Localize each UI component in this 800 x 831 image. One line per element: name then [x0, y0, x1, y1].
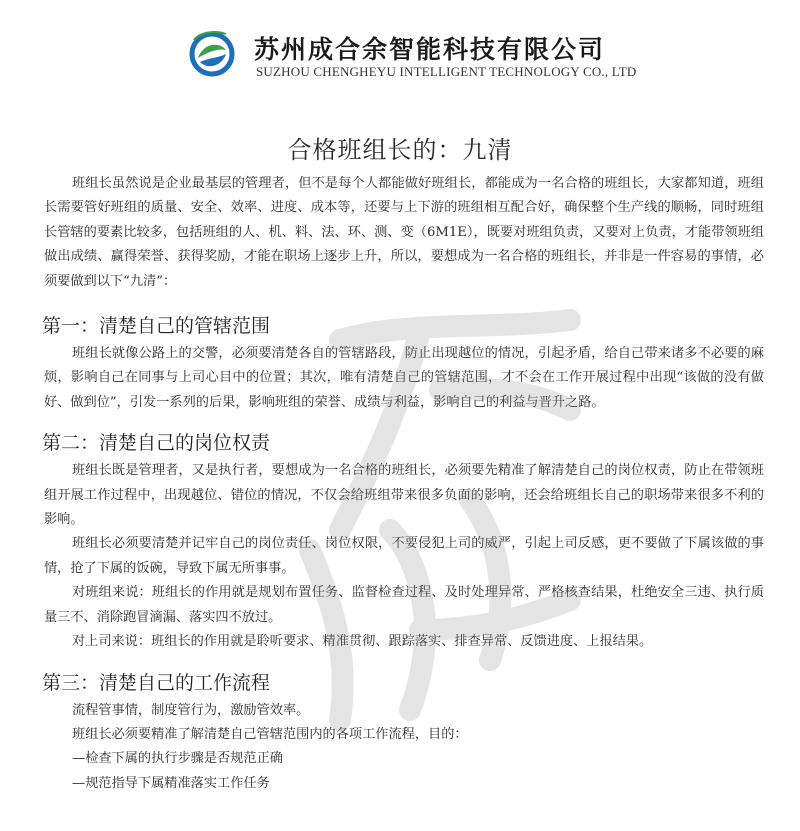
section-2-paragraph-2: 班组长必须要清楚并记牢自己的岗位责任、岗位权限，不要侵犯上司的威严，引起上司反感，更不要做了下属该做的事情，抢了下属的饭碗，导致下属无所事事。 — [44, 536, 764, 576]
section-3-line-3: —检查下属的执行步骤是否规范正确 — [72, 751, 283, 767]
section-3-heading: 第三：清楚自己的工作流程 — [42, 671, 271, 694]
section-2-paragraph-4: 对上司来说：班组长的作用就是聆听要求、精准贯彻、跟踪落实、排查异常、反馈进度、上报结果。 — [72, 634, 653, 650]
document-title: 合格班组长的：九清 — [287, 136, 513, 164]
intro-paragraph: 班组长虽然说是企业最基层的管理者，但不是每个人都能做好班组长，都能成为一名合格的班组长，大家都知道，班组长需要管好班组的质量、安全、效率、进度、成本等，还要与上下游的班组相互配合好，确保整个生产线的顺畅，同时班组长管辖的要素比较多，包括班组的人、机、料、法、环、测、变（6M1E），既要对班组负责，又要对上负责，才能带领班组做出成绩、赢得荣誉、获得奖励，才能在职场上逐步上升，所以，要想成为一名合格的班组长，并非是一件容易的事情，必须要做到以下“九清”： — [44, 176, 764, 289]
company-name-en: SUZHOU CHENGHEYU INTELLIGENT TECHNOLOGY CO., LTD — [256, 64, 637, 79]
letterhead — [0, 0, 800, 96]
section-1-heading: 第一：清楚自己的管辖范围 — [42, 315, 271, 338]
company-name-cn: 苏州成合余智能科技有限公司 — [254, 35, 606, 64]
section-2-heading: 第二：清楚自己的岗位权责 — [42, 432, 271, 455]
section-2-paragraph-3: 对班组来说：班组长的作用就是规划布置任务、监督检查过程、及时处理异常、严格核查结果，杜绝安全三违、执行质量三不、消除跑冒滴漏、落实四不放过。 — [44, 585, 764, 625]
document-body — [44, 172, 764, 796]
company-logo-icon — [186, 28, 238, 80]
section-3-line-4: —规范指导下属精准落实工作任务 — [72, 775, 270, 791]
section-3-line-1: 流程管事情，制度管行为，激励管效率。 — [72, 702, 310, 718]
section-1-paragraph: 班组长就像公路上的交警，必须要清楚各自的管辖路段，防止出现越位的情况，引起矛盾，给自己带来诸多不必要的麻烦，影响自己在同事与上司心目中的位置；其次，唯有清楚自己的管辖范围，才不会在工作开展过程中出现“该做的没有做好、做到位”，引发一系列的后果，影响班组的荣誉、成绩与利益，影响自己的利益与晋升之路。 — [44, 346, 764, 410]
section-2-paragraph-1: 班组长既是管理者，又是执行者，要想成为一名合格的班组长，必须要先精准了解清楚自己的岗位权责，防止在带领班组开展工作过程中，出现越位、错位的情况，不仅会给班组带来很多负面的影响，还会给班组长自己的职场带来很多不利的影响。 — [44, 463, 764, 528]
section-3-line-2: 班组长必须要精准了解清楚自己管辖范围内的各项工作流程，目的： — [72, 726, 468, 742]
